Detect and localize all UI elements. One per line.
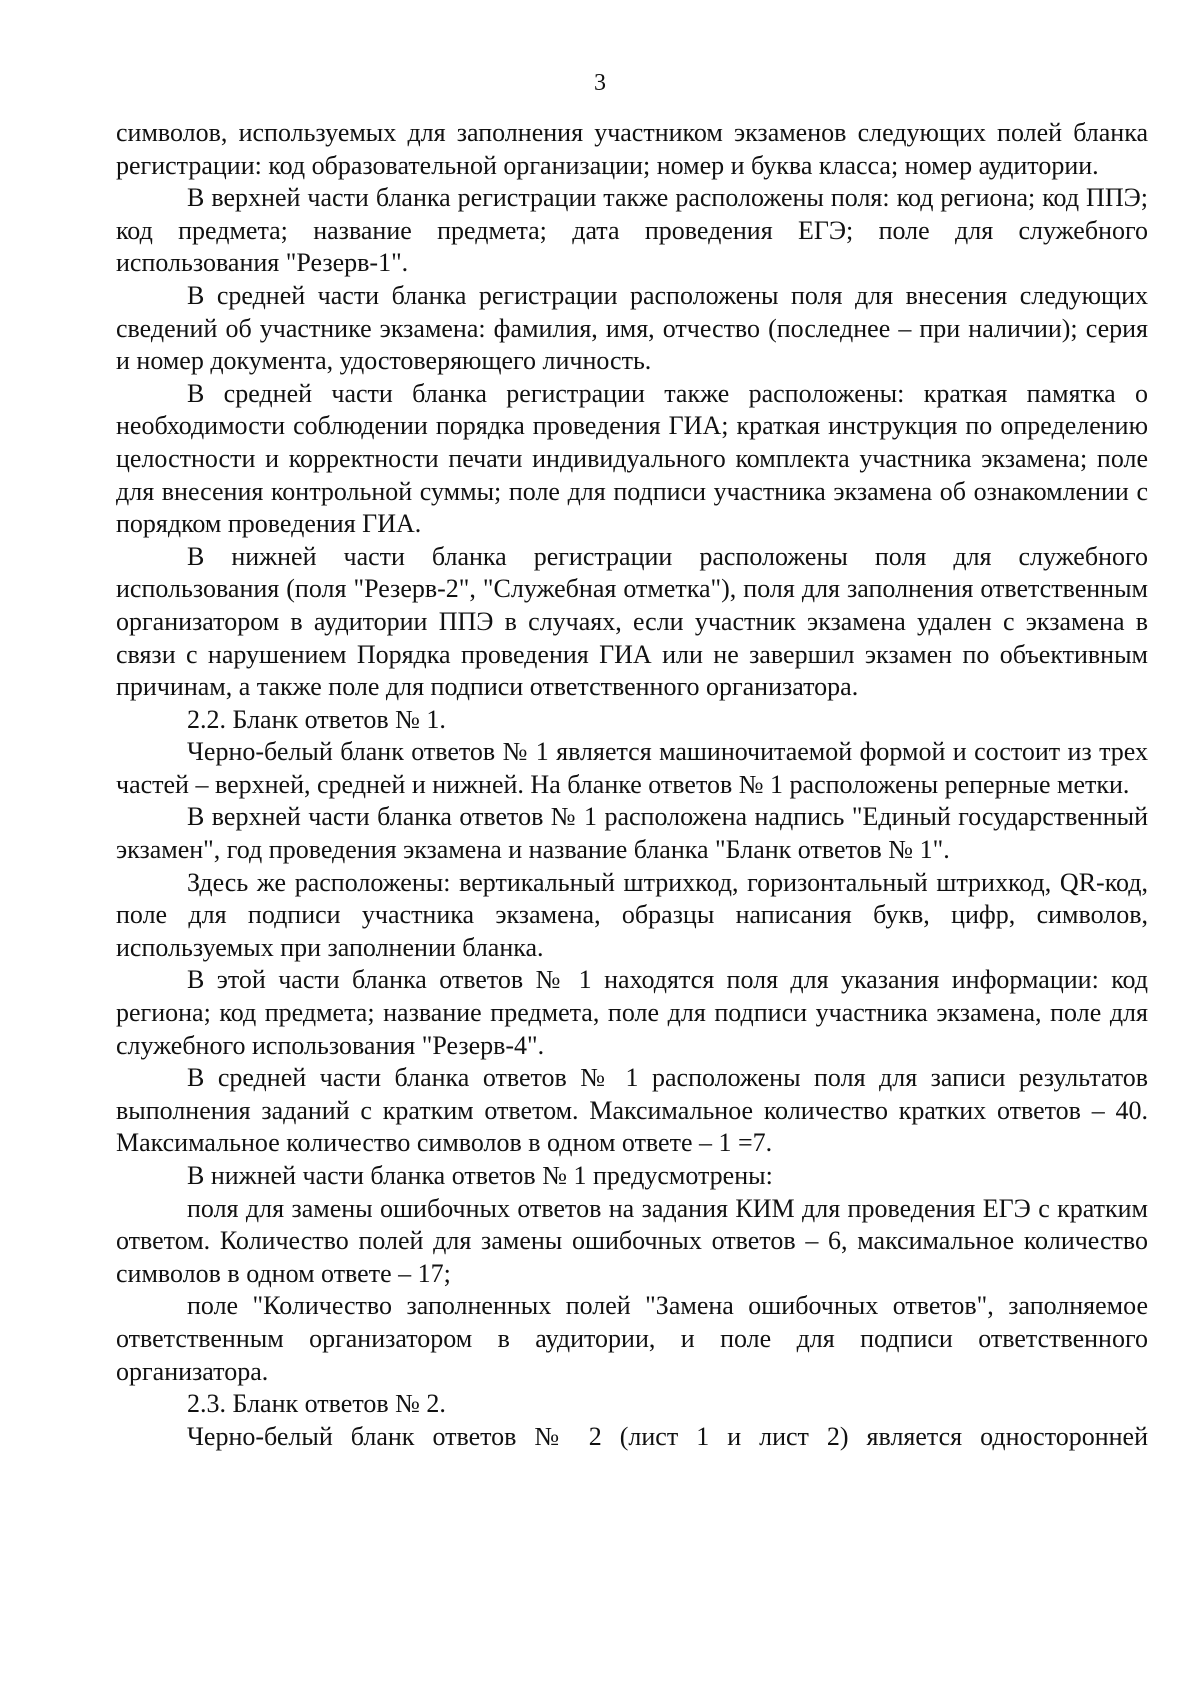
document-body	[116, 117, 1148, 1453]
paragraph-answer-form-1-intro: Черно-белый бланк ответов № 1 является машиночитаемой формой и состоит из трех частей – верхней, средней и нижней. На бланке ответов № 1 расположены реперные метки.	[116, 737, 1148, 799]
paragraph-registration-top: В верхней части бланка регистрации также расположены поля: код региона; код ППЭ; код предмета; название предмета; дата проведения ЕГЭ; поле для служебного использования "Резерв-1".	[116, 183, 1148, 278]
section-heading-answer-form-2: 2.3. Бланк ответов № 2.	[187, 1389, 446, 1419]
page-number: 3	[594, 70, 606, 96]
paragraph-answer-form-1-middle: В средней части бланка ответов № 1 расположены поля для записи результатов выполнения заданий с кратким ответом. Максимальное количество кратких ответов – 40. Максимальное количество символов в одном ответе – 1 =7.	[116, 1063, 1148, 1158]
paragraph-registration-middle-also: В средней части бланка регистрации также расположены: краткая памятка о необходимости соблюдении порядка проведения ГИА; краткая инструкция по определению целостности и корректности печати индивидуального комплекта участника экзамена; поле для внесения контрольной суммы; поле для подписи участника экзамена об ознакомлении с порядком проведения ГИА.	[116, 378, 1148, 539]
paragraph-answer-form-1-top: В верхней части бланка ответов № 1 расположена надпись "Единый государственный экзамен", год проведения экзамена и название бланка "Бланк ответов № 1".	[116, 802, 1148, 865]
paragraph-answer-form-1-codes: Здесь же расположены: вертикальный штрихкод, горизонтальный штрихкод, QR-код, поле для подписи участника экзамена, образцы написания букв, цифр, символов, используемых при заполнении бланка.	[116, 867, 1148, 962]
paragraph-replacement-fields: поля для замены ошибочных ответов на задания КИМ для проведения ЕГЭ с кратким ответом. Количество полей для замены ошибочных ответов – 6, максимальное количество символов в одном ответе – 17;	[116, 1193, 1148, 1288]
paragraph-answer-form-2-intro: Черно-белый бланк ответов № 2 (лист 1 и лист 2) является односторонней	[187, 1421, 1148, 1451]
section-heading-answer-form-1: 2.2. Бланк ответов № 1.	[187, 704, 446, 734]
paragraph-registration-middle: В средней части бланка регистрации расположены поля для внесения следующих сведений об участнике экзамена: фамилия, имя, отчество (последнее – при наличии); серия и номер документа, удостоверяющего личность.	[116, 280, 1148, 376]
paragraph-continuation: символов, используемых для заполнения участником экзаменов следующих полей бланка регистрации: код образовательной организации; номер и буква класса; номер аудитории.	[116, 118, 1148, 180]
paragraph-replacement-count: поле "Количество заполненных полей "Замена ошибочных ответов", заполняемое ответственным организатором в аудитории, и поле для подписи ответственного организатора.	[116, 1291, 1148, 1386]
paragraph-answer-form-1-bottom: В нижней части бланка ответов № 1 предусмотрены:	[187, 1161, 773, 1190]
paragraph-registration-bottom: В нижней части бланка регистрации расположены поля для служебного использования (поля "Резерв-2", "Служебная отметка"), поля для заполнения ответственным организатором в аудитории ППЭ в случаях, если участник экзамена удален с экзамена в связи с нарушением Порядка проведения ГИА или не завершил экзамен по объективным причинам, а также поле для подписи ответственного организатора.	[116, 541, 1148, 702]
paragraph-answer-form-1-fields: В этой части бланка ответов № 1 находятся поля для указания информации: код региона; код предмета; название предмета, поле для подписи участника экзамена, поле для служебного использования "Резерв-4".	[116, 965, 1148, 1060]
